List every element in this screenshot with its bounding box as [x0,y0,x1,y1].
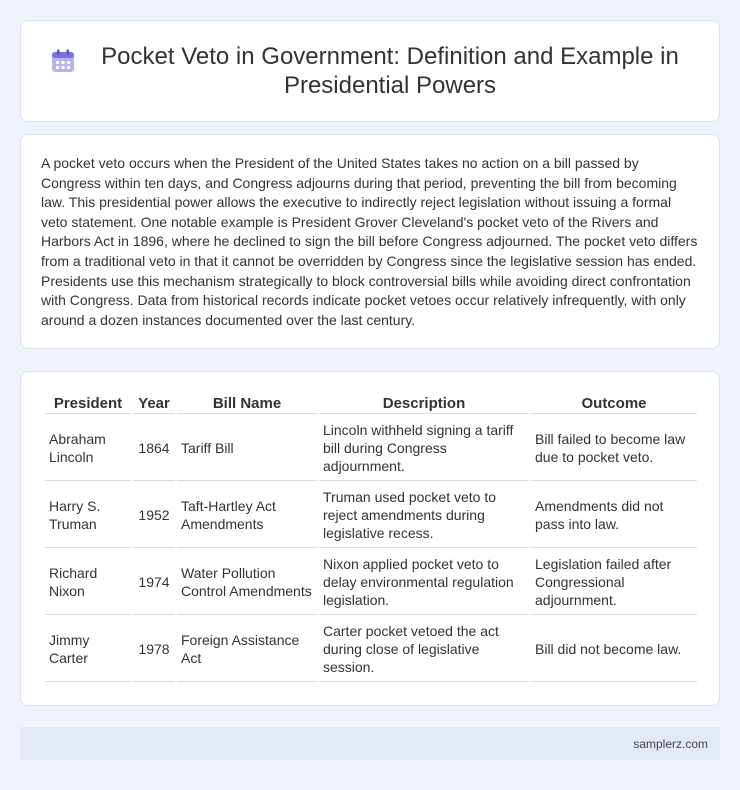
table-row [45,550,697,615]
cell-outcome: Legislation failed after Congressional adjournment. [531,550,697,615]
cell-bill-name: Water Pollution Control Amendments [177,550,317,615]
cell-president: Richard Nixon [45,550,131,615]
cell-year: 1974 [133,550,175,615]
cell-bill-name: Foreign Assistance Act [177,617,317,682]
calendar-icon [50,48,76,74]
table-row [45,617,697,682]
cell-outcome: Bill failed to become law due to pocket veto. [531,416,697,481]
page-title: Pocket Veto in Government: Definition and Example in Presidential Powers [101,43,679,99]
footer-site-link[interactable]: samplerz.com [633,736,708,751]
summary-card [20,134,720,349]
column-header-outcome: Outcome [531,392,697,414]
column-header-year: Year [133,392,175,414]
header-card [20,20,720,122]
cell-year: 1864 [133,416,175,481]
pocket-veto-table [43,390,699,684]
cell-description: Lincoln withheld signing a tariff bill during Congress adjournment. [319,416,529,481]
column-header-bill-name: Bill Name [177,392,317,414]
title-wrap [50,42,690,100]
summary-paragraph: A pocket veto occurs when the President of the United States takes no action on a bill passed by Congress within ten days, and Congress adjourns during that period, preventing the bill from becoming law. This presidential power allows the executive to indirectly reject legislation without issuing a formal veto statement. One notable example is President Grover Cleveland's pocket veto of the Rivers and Harbors Act in 1896, where he declined to sign the bill before Congress adjourned. The pocket veto differs from a traditional veto in that it cannot be overridden by Congress since the legislative session has ended. Presidents use this mechanism strategically to block controversial bills while avoiding direct confrontation with Congress. Data from historical records indicate pocket vetoes occur relatively infrequently, with only around a dozen instances documented over the last century. [41,155,698,328]
table-row [45,483,697,548]
column-header-president: President [45,392,131,414]
table-card [20,371,720,706]
column-header-description: Description [319,392,529,414]
footer-bar [20,727,720,760]
cell-description: Nixon applied pocket veto to delay environmental regulation legislation. [319,550,529,615]
cell-bill-name: Taft-Hartley Act Amendments [177,483,317,548]
cell-president: Jimmy Carter [45,617,131,682]
table-row [45,416,697,481]
cell-description: Carter pocket vetoed the act during close of legislative session. [319,617,529,682]
cell-president: Abraham Lincoln [45,416,131,481]
cell-year: 1952 [133,483,175,548]
table-header-row [45,392,697,414]
cell-year: 1978 [133,617,175,682]
cell-outcome: Bill did not become law. [531,617,697,682]
cell-outcome: Amendments did not pass into law. [531,483,697,548]
cell-description: Truman used pocket veto to reject amendments during legislative recess. [319,483,529,548]
cell-bill-name: Tariff Bill [177,416,317,481]
cell-president: Harry S. Truman [45,483,131,548]
